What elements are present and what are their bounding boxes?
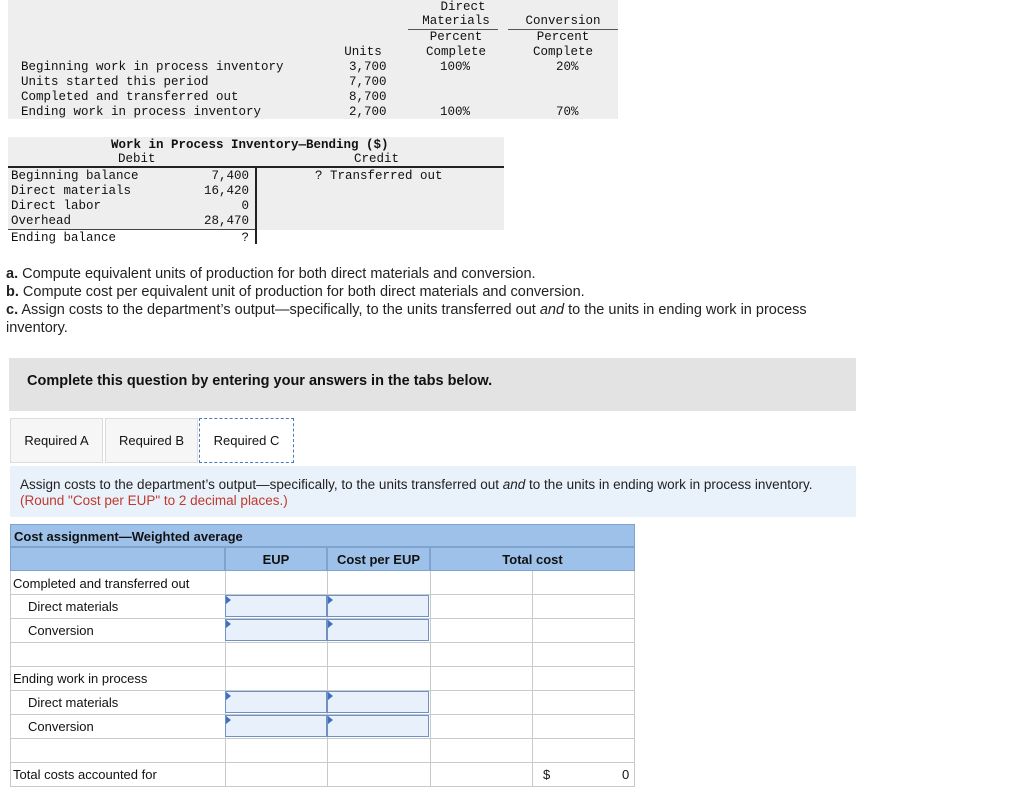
completed-conv-eup-input[interactable]: [225, 619, 327, 641]
dm-header-3: Percent: [429, 30, 483, 44]
completed-dm-label: Direct materials: [28, 599, 119, 614]
table-row: [10, 667, 635, 691]
units-beg-wip: 3,700: [349, 60, 387, 74]
t-account-credit-header: Credit: [354, 152, 400, 166]
tab-required-c[interactable]: Required C: [199, 418, 294, 463]
rounding-note: (Round "Cost per EUP" to 2 decimal places.): [20, 493, 288, 508]
debit-value-dm: 16,420: [203, 184, 249, 198]
debit-label-beginning: Beginning balance: [11, 169, 139, 183]
col-header-total-cost: Total cost: [430, 547, 635, 571]
row-label-beg-wip: Beginning work in process inventory: [21, 60, 284, 74]
debit-label-ending: Ending balance: [11, 231, 117, 245]
ending-dm-cost-per-eup-input[interactable]: [327, 691, 429, 713]
row-label-completed: Completed and transferred out: [21, 90, 239, 104]
ending-dm-eup-input[interactable]: [225, 691, 327, 713]
conv-pct-end: 70%: [556, 105, 579, 119]
completed-conv-cost-per-eup-input[interactable]: [327, 619, 429, 641]
instruction-banner: [9, 358, 856, 411]
tab-required-a[interactable]: Required A: [10, 418, 103, 463]
ending-conv-eup-input[interactable]: [225, 715, 327, 737]
t-account-vertical-rule: [255, 166, 257, 244]
total-currency-symbol: $: [543, 767, 551, 782]
ending-dm-label: Direct materials: [28, 695, 119, 710]
debit-value-beginning: 7,400: [211, 169, 249, 183]
tab-required-b[interactable]: Required B: [105, 418, 198, 463]
debit-value-dl: 0: [241, 199, 249, 213]
dm-header-2: Materials: [422, 14, 490, 28]
grid-title: Cost assignment—Weighted average: [10, 524, 635, 547]
t-account-title: Work in Process Inventory—Bending ($): [111, 138, 389, 152]
completed-dm-eup-input[interactable]: [225, 595, 327, 617]
table-row: [10, 739, 635, 763]
col-header-cost-per-eup: Cost per EUP: [327, 547, 430, 571]
question-c: c. Assign costs to the department’s output—specifically, to the units transferred out and to the units in ending work in process inventory.: [6, 302, 807, 336]
units-header: Units: [344, 45, 382, 59]
t-account-debit-header: Debit: [118, 152, 156, 166]
dm-header-1: Direct: [440, 0, 486, 14]
total-costs-value: 0: [622, 767, 630, 782]
completed-conv-label: Conversion: [28, 623, 94, 638]
dm-pct-beg: 100%: [440, 60, 471, 74]
requirement-text: Assign costs to the department’s output—specifically, to the units transferred out and to the units in ending work in process inventory. (Round "Cost per EUP" to 2 decimal places.): [20, 477, 813, 508]
debit-label-dm: Direct materials: [11, 184, 132, 198]
units-end-wip: 2,700: [349, 105, 387, 119]
conv-pct-beg: 20%: [556, 60, 579, 74]
row-label-started: Units started this period: [21, 75, 209, 89]
dm-header-4: Complete: [425, 45, 486, 59]
table-row: [10, 763, 635, 787]
requirement-description: [10, 466, 856, 517]
conv-header-2: Percent: [536, 30, 590, 44]
debit-label-overhead: Overhead: [11, 214, 72, 228]
conv-header-rule: [508, 29, 618, 30]
instruction-text: Complete this question by entering your answers in the tabs below.: [27, 373, 493, 389]
col-header-eup: EUP: [225, 547, 327, 571]
debit-value-ending: ?: [241, 231, 249, 245]
ending-conv-cost-per-eup-input[interactable]: [327, 715, 429, 737]
row-label-end-wip: Ending work in process inventory: [21, 105, 262, 119]
completed-dm-cost-per-eup-input[interactable]: [327, 595, 429, 617]
units-completed: 8,700: [349, 90, 387, 104]
completed-heading: Completed and transferred out: [13, 576, 190, 591]
dm-pct-end: 100%: [440, 105, 471, 119]
ending-conv-label: Conversion: [28, 719, 94, 734]
grid-header-blank: [10, 547, 225, 571]
units-started: 7,700: [349, 75, 387, 89]
t-account-total-rule: [8, 229, 255, 230]
total-costs-label: Total costs accounted for: [13, 767, 157, 782]
dm-header-rule: [408, 29, 498, 30]
question-b: b. Compute cost per equivalent unit of production for both direct materials and conversion.: [6, 284, 585, 300]
table-row: [10, 571, 635, 595]
credit-transferred-out: ? Transferred out: [315, 169, 443, 183]
debit-label-dl: Direct labor: [11, 199, 102, 213]
cost-assignment-grid: [10, 524, 635, 786]
question-a: a. Compute equivalent units of production for both direct materials and conversion.: [6, 266, 536, 282]
debit-value-overhead: 28,470: [203, 214, 249, 228]
ending-heading: Ending work in process: [13, 671, 148, 686]
table-row: [10, 643, 635, 667]
conv-header-1: Conversion: [525, 14, 601, 28]
conv-header-3: Complete: [532, 45, 593, 59]
